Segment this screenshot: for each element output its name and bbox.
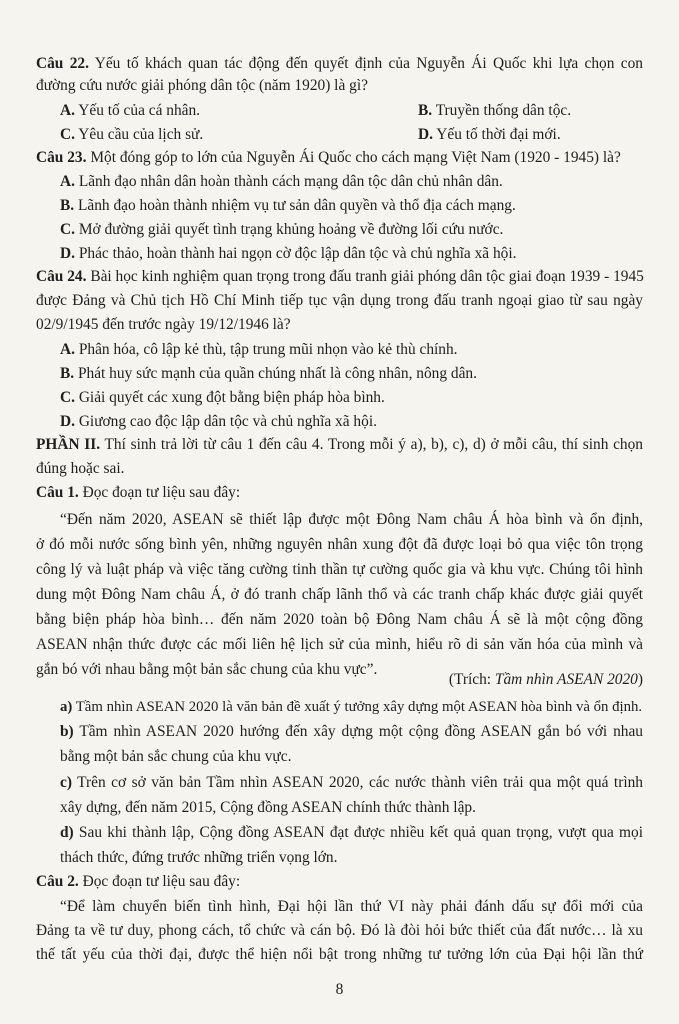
- option-letter: A.: [60, 173, 75, 190]
- question-text: Đọc đoạn tư liệu sau đây:: [78, 873, 241, 890]
- option-text: Phát huy sức mạnh của quần chúng nhất là công nhân, nông dân.: [74, 365, 477, 382]
- option-a: [60, 340, 643, 360]
- option-text: Lãnh đạo nhân dân hoàn thành cách mạng dân tộc dân chủ nhân dân.: [74, 173, 503, 190]
- option-letter: D.: [60, 245, 75, 262]
- statement-d-line-2: thách thức, đứng trước những triển vọng lớn.: [60, 849, 338, 866]
- question-text: Một đóng góp to lớn của Nguyễn Ái Quốc cho cách mạng Việt Nam (1920 - 1945) là?: [86, 149, 621, 166]
- question-24-line-1: [36, 267, 643, 287]
- option-letter: A.: [60, 102, 75, 119]
- question-text: Đọc đoạn tư liệu sau đây:: [78, 484, 241, 501]
- part-label: PHẦN II.: [36, 436, 101, 453]
- question-text: Bài học kinh nghiệm quan trọng trong đấu tranh giải phóng dân tộc giai đoạn 1939 - 1945: [86, 268, 644, 285]
- option-letter: A.: [60, 341, 75, 358]
- question-22-line-2: đường cứu nước giải phóng dân tộc (năm 1920) là gì?: [36, 77, 368, 94]
- question-label: Câu 2.: [36, 873, 79, 890]
- question-22-line-1: [36, 54, 643, 74]
- question-label: Câu 22.: [36, 55, 89, 72]
- question-2-heading: [36, 872, 643, 892]
- option-letter: B.: [60, 197, 75, 214]
- statement-b: [60, 722, 643, 742]
- option-b: [60, 196, 643, 216]
- option-d: [418, 125, 561, 145]
- statement-b-line-2: bằng một bản sắc chung của khu vực.: [60, 748, 292, 765]
- option-text: Phác thảo, hoàn thành hai ngọn cờ độc lập dân tộc và chủ nghĩa xã hội.: [74, 245, 517, 262]
- statement-letter: c): [60, 774, 72, 791]
- option-text: Giải quyết các xung đột bằng biện pháp hòa bình.: [74, 389, 385, 406]
- option-c: [60, 125, 643, 145]
- option-c: [60, 388, 643, 408]
- question-label: Câu 24.: [36, 268, 87, 285]
- question-label: Câu 23.: [36, 149, 87, 166]
- option-letter: C.: [60, 126, 75, 143]
- statement-c-line-2: xây dựng, đến năm 2015, Cộng đồng ASEAN chính thức thành lập.: [60, 799, 476, 816]
- part-2-heading: [36, 435, 643, 455]
- source-prefix: (Trích:: [448, 671, 495, 688]
- quote-source: [36, 670, 643, 690]
- statement-text: Tầm nhìn ASEAN 2020 hướng đến xây dựng một cộng đồng ASEAN gắn bó với nhau: [73, 723, 643, 740]
- statement-a: [60, 697, 643, 717]
- question-text: Yếu tố khách quan tác động đến quyết định của Nguyễn Ái Quốc khi lựa chọn con: [88, 55, 643, 72]
- option-c: [60, 220, 643, 240]
- option-letter: D.: [60, 413, 75, 430]
- option-letter: C.: [60, 221, 75, 238]
- option-d: [60, 244, 643, 264]
- source-title: Tầm nhìn ASEAN 2020: [494, 671, 638, 688]
- option-letter: C.: [60, 389, 75, 406]
- page-number: 8: [335, 981, 344, 998]
- option-a: [60, 172, 643, 192]
- option-letter: D.: [418, 126, 433, 143]
- statement-text: Trên cơ sở văn bản Tầm nhìn ASEAN 2020, các nước thành viên trải qua một quá trình: [71, 774, 643, 791]
- option-text: Yếu tố của cá nhân.: [74, 102, 201, 119]
- part-2-line-2: đúng hoặc sai.: [36, 460, 125, 477]
- statement-text: Sau khi thành lập, Cộng đồng ASEAN đạt được nhiều kết quả quan trọng, vượt qua mọi: [73, 824, 643, 841]
- option-text: Truyền thống dân tộc.: [432, 102, 572, 119]
- quote-line: ở đó mỗi nước sống bình yên, những nguyên nhân xung đột đã được loại bỏ qua việc tôn trọng: [36, 536, 643, 553]
- question-24-line-3: 02/9/1945 đến trước ngày 19/12/1946 là?: [36, 316, 291, 333]
- quote-line: ASEAN nhận thức được các mối liên hệ lịch sử của mình, hiểu rõ di sản văn hóa của mình và: [36, 636, 643, 653]
- source-suffix: ): [637, 671, 643, 688]
- quote-line: “Để làm chuyển biến tình hình, Đại hội lần thứ VI này phải đánh dấu sự đổi mới của: [60, 898, 643, 915]
- option-text: Phân hóa, cô lập kẻ thù, tập trung mũi nhọn vào kẻ thù chính.: [74, 341, 458, 358]
- quote-line: Đảng ta về tư duy, phong cách, tổ chức và cán bộ. Đó là đòi hỏi bức thiết của đất nước… là xu: [36, 922, 643, 939]
- statement-d: [60, 823, 643, 843]
- statement-letter: b): [60, 723, 74, 740]
- option-text: Mở đường giải quyết tình trạng khủng hoảng về đường lối cứu nước.: [74, 221, 504, 238]
- question-label: Câu 1.: [36, 484, 79, 501]
- option-d: [60, 412, 643, 432]
- quote-line: gắn bó với nhau bằng một bản sắc chung của khu vực”.: [36, 661, 378, 678]
- option-b: [418, 101, 571, 121]
- option-letter: B.: [60, 365, 75, 382]
- option-b: [60, 364, 643, 384]
- option-a: [60, 101, 643, 121]
- quote-line: thế tất yếu của thời đại, được thể hiện nổi bật trong những tư tưởng lớn của Đại hội lần thứ: [36, 946, 643, 963]
- statement-text: Tầm nhìn ASEAN 2020 là văn bản đề xuất ý tưởng xây dựng một ASEAN hòa bình và ổn định.: [72, 699, 643, 715]
- part-text: Thí sinh trả lời từ câu 1 đến câu 4. Trong mỗi ý a), b), c), d) ở mỗi câu, thí sinh chọn: [100, 436, 643, 453]
- option-text: Lãnh đạo hoàn thành nhiệm vụ tư sản dân quyền và thổ địa cách mạng.: [74, 197, 516, 214]
- quote-line: bằng biện pháp hòa bình… đến năm 2020 toàn bộ Đông Nam châu Á sẽ là một cộng đồng: [36, 611, 643, 628]
- option-text: Yếu tố thời đại mới.: [432, 126, 561, 143]
- option-text: Yêu cầu của lịch sử.: [74, 126, 204, 143]
- option-letter: B.: [418, 102, 433, 119]
- quote-line: dung một Đông Nam châu Á, ở đó tranh chấp lãnh thổ và các tranh chấp khác được giải quyết: [36, 586, 643, 603]
- option-text: Giương cao độc lập dân tộc và chủ nghĩa xã hội.: [74, 413, 377, 430]
- statement-letter: a): [60, 699, 73, 715]
- question-24-line-2: được Đảng và Chủ tịch Hồ Chí Minh tiếp tục vận dụng trong đấu tranh ngoại giao từ sau ngày: [36, 292, 643, 309]
- statement-letter: d): [60, 824, 74, 841]
- question-1-heading: [36, 483, 643, 503]
- statement-c: [60, 773, 643, 793]
- question-23-line-1: [36, 148, 643, 168]
- quote-line: công lý và luật pháp và việc tăng cường tinh thần tự cường quốc gia và khu vực. Chúng tôi hình: [36, 561, 643, 578]
- quote-line: “Đến năm 2020, ASEAN sẽ thiết lập được một Đông Nam châu Á hòa bình và ổn định,: [60, 511, 643, 528]
